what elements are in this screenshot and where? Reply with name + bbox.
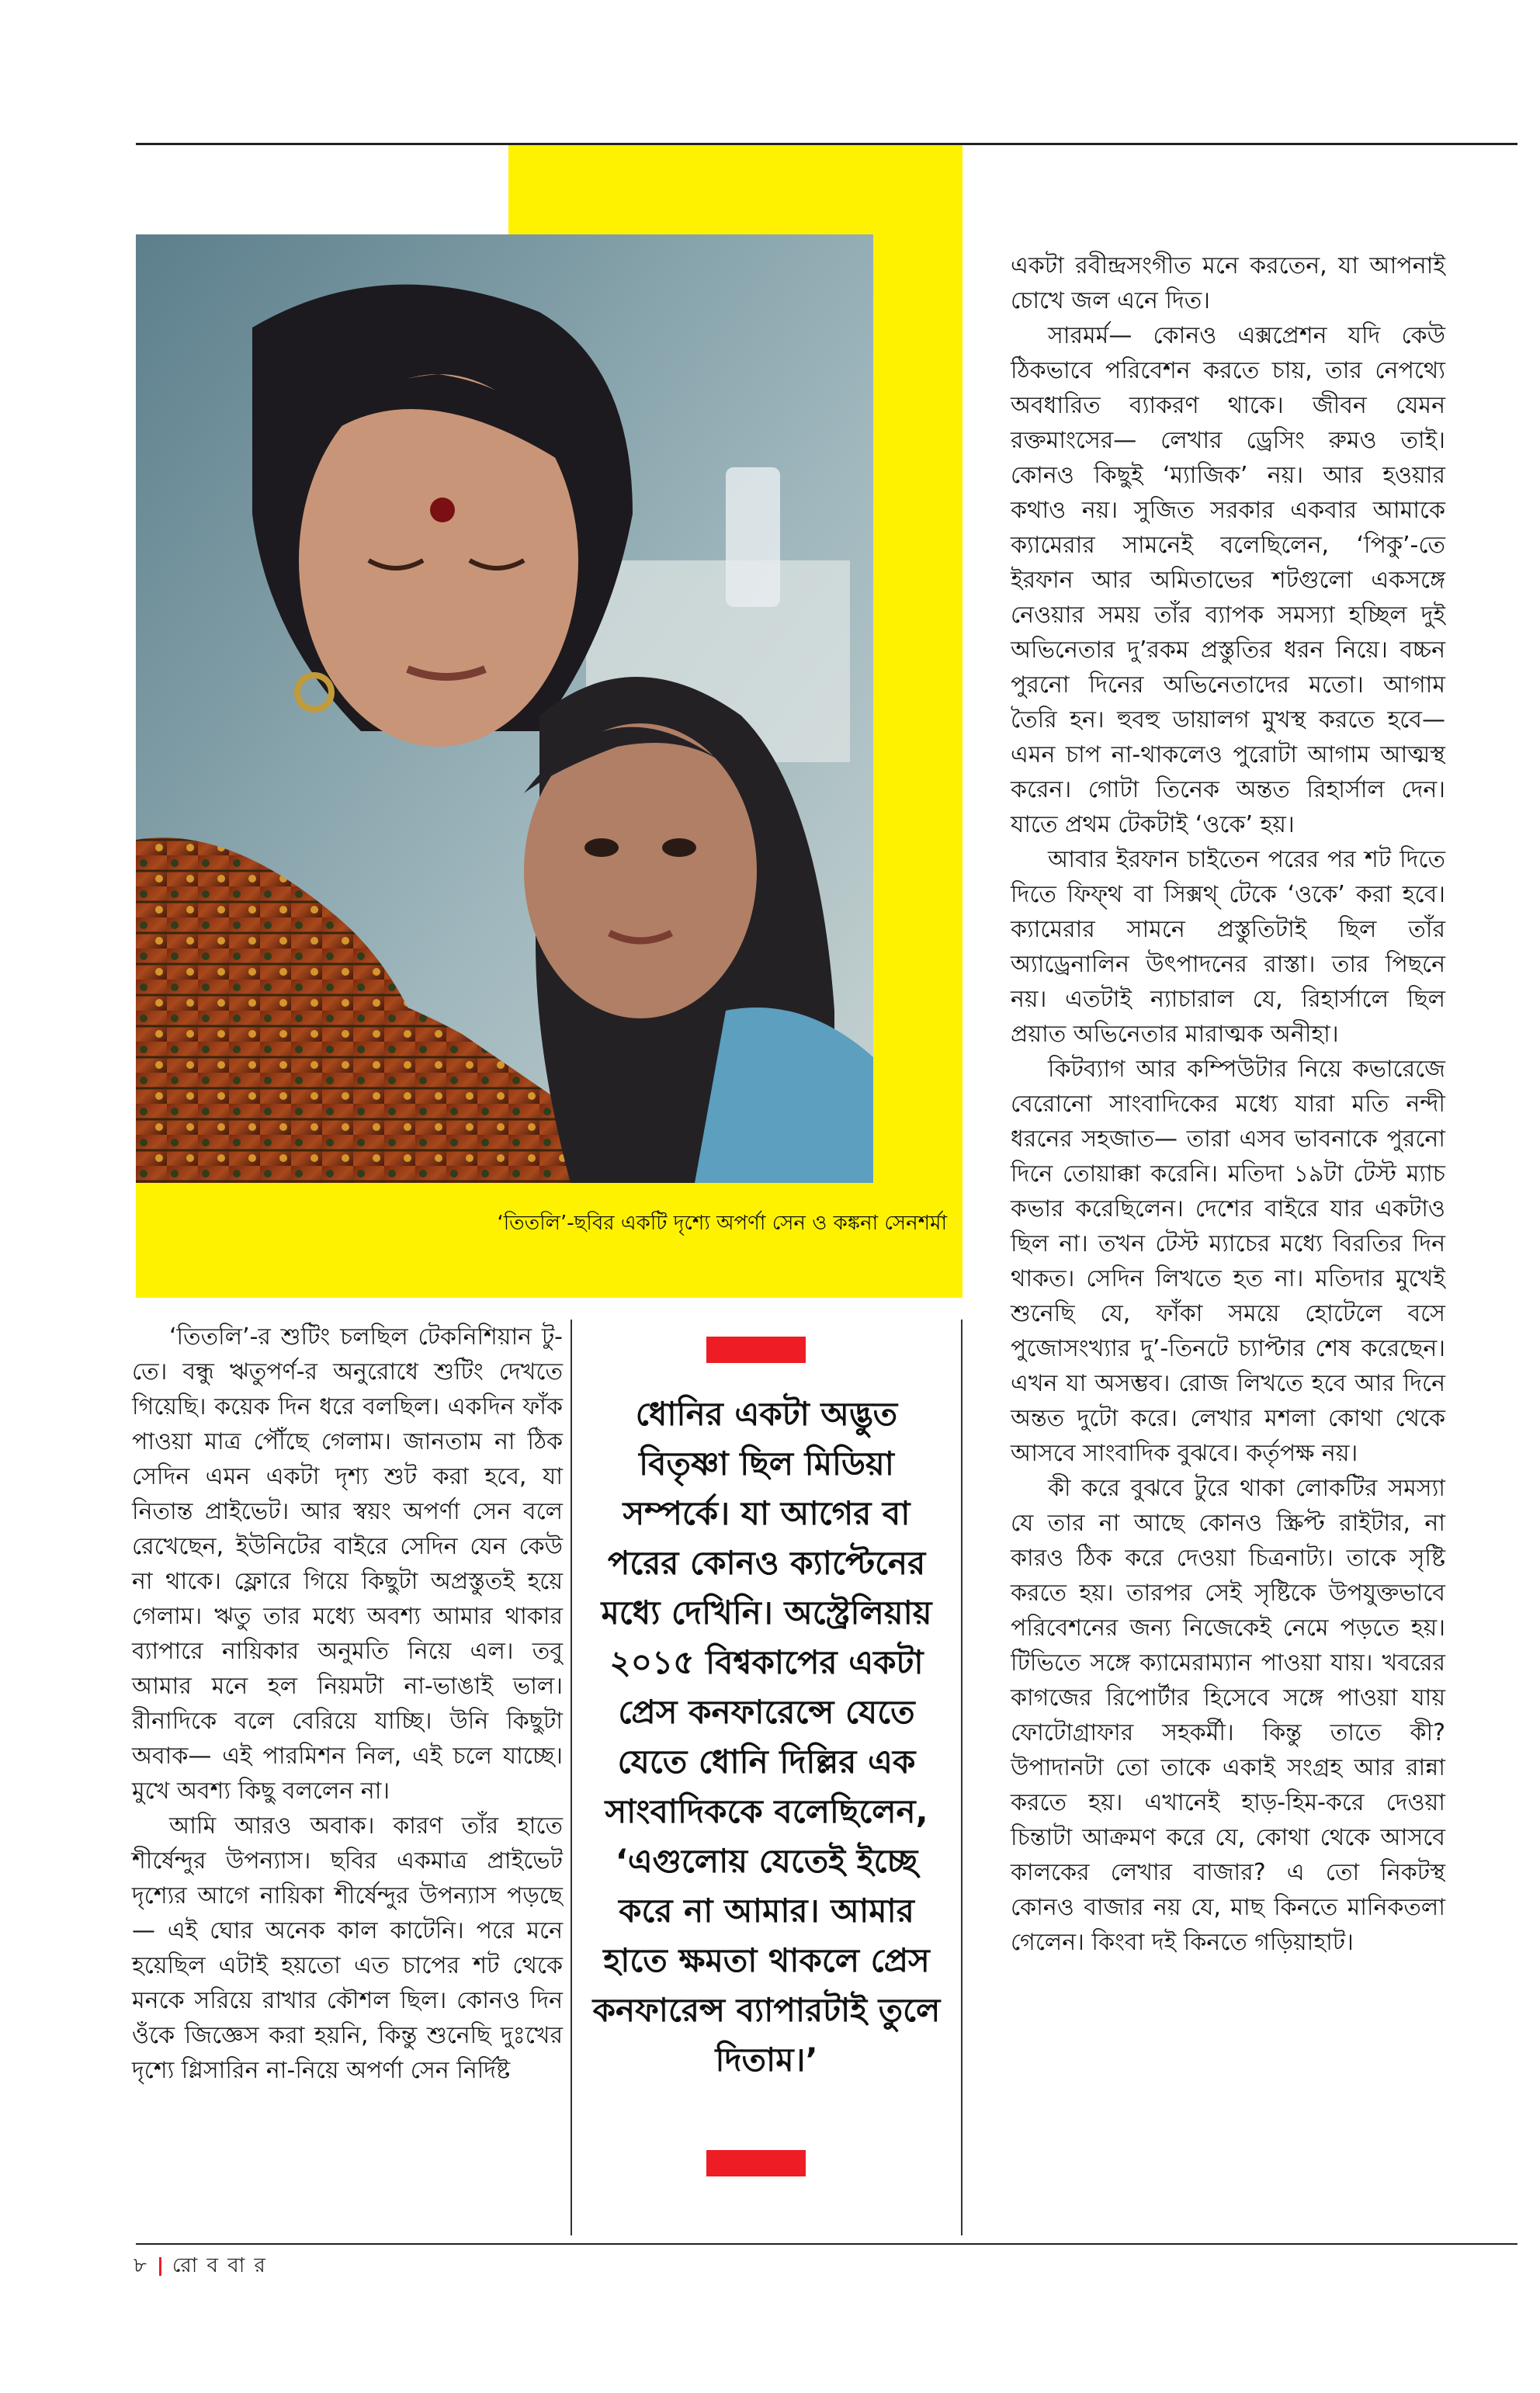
column-divider <box>961 1320 962 2235</box>
paragraph: আমি আরও অবাক। কারণ তাঁর হাতে শীর্ষেন্দুর উপন্যাস। ছবির একমাত্র প্রাইভেট দৃশ্যের আগে নায়িকা শীর্ষেন্দুর উপন্যাস পড়ছে— এই ঘোর অনেক কাল কাটেনি। পরে মনে হয়েছিল এটাই হয়তো এত চাপের শট থেকে মনকে সরিয়ে রাখার কৌশল ছিল। কোনও দিন ওঁকে জিজ্ঞেস করা হয়নি, কিন্তু শুনেছি দুঃখের দৃশ্যে গ্লিসারিন না-নিয়ে অপর্ণা সেন নির্দিষ্ট <box>132 1812 563 2084</box>
photo-two-women-embrace-icon <box>136 234 873 1183</box>
paragraph: কী করে বুঝবে টুরে থাকা লোকটির সমস্যা যে তার না আছে কোনও স্ক্রিপ্ট রাইটার, না কারও ঠিক করে দেওয়া চিত্রনাট্য। তাকে সৃষ্টি করতে হয়। তারপর সেই সৃষ্টিকে উপযুক্তভাবে পরিবেশনের জন্য নিজেকেই নেমে পড়তে হয়। টিভিতে সঙ্গে ক্যামেরাম্যান পাওয়া যায়। খবরের কাগজের রিপোর্টার হিসেবে সঙ্গে পাওয়া যায় ফোটোগ্রাফার সহকর্মী। কিন্তু তাতে কী? উপাদানটা তো তাকে একাই সংগ্রহ আর রান্না করতে হয়। এখানেই হাড়-হিম-করে দেওয়া চিন্তাটা আক্রমণ করে যে, কোথা থেকে আসবে কালকের লেখার বাজার? এ তো নিকটস্থ কোনও বাজার নয় যে, মাছ কিনতে মানিকতলা গেলেন। কিংবা দই কিনতে গড়িয়াহাট। <box>1011 1475 1445 1956</box>
paragraph: ‘তিতলি’-র শুটিং চলছিল টেকনিশিয়ান টু-তে। বন্ধু ঋতুপর্ণ-র অনুরোধে শুটিং দেখতে গিয়েছি। কয়েক দিন ধরে বলছিল। একদিন ফাঁক পাওয়া মাত্র পৌঁছে গেলাম। জানতাম না ঠিক সেদিন এমন একটা দৃশ্য শুট করা হবে, যা নিতান্ত প্রাইভেট। আর স্বয়ং অপর্ণা সেন বলে রেখেছেন, ইউনিটের বাইরে সেদিন যেন কেউ না থাকে। ফ্লোরে গিয়ে কিছুটা অপ্রস্তুতই হয়ে গেলাম। ঋতু তার মধ্যে অবশ্য আমার থাকার ব্যাপারে নায়িকার অনুমতি নিয়ে এল। তবু আমার মনে হল নিয়মটা না-ভাঙাই ভাল। রীনাদিকে বলে বেরিয়ে যাচ্ছি। উনি কিছুটা অবাক— এই পারমিশন নিল, এই চলে যাচ্ছে। মুখে অবশ্য কিছু বললেন না। <box>132 1323 563 1805</box>
pull-quote: ধোনির একটা অদ্ভুত বিতৃষ্ণা ছিল মিডিয়া সম্পর্কে। যা আগের বা পরের কোনও ক্যাপ্টেনের মধ্যে দেখিনি। অস্ট্রেলিয়ায় ২০১৫ বিশ্বকাপের একটা প্রেস কনফারেন্সে যেতে যেতে ধোনি দিল্লির এক সাংবাদিককে বলেছিলেন, ‘এগুলোয় যেতেই ইচ্ছে করে না আমার। আমার হাতে ক্ষমতা থাকলে প্রেস কনফারেন্স ব্যাপারটাই তুলে দিতাম।’ <box>592 1395 941 2079</box>
pull-quote-bar-bottom <box>706 2150 806 2176</box>
left-column <box>132 1320 563 2088</box>
magazine-name: রো ব বা র <box>172 2254 267 2277</box>
paragraph: আবার ইরফান চাইতেন পরের পর শট দিতে দিতে ফিফ্‌থ বা সিক্সথ্‌ টেকে ‘ওকে’ করা হবে। ক্যামেরার সামনে প্রস্তুতিটাই ছিল তাঁর অ্যাড্রেনালিন উৎপাদনের রাস্তা। তার পিছনে নয়। এতটাই ন্যাচারাল যে, রিহার্সালে ছিল প্রয়াত অভিনেতার মারাত্মক অনীহা। <box>1011 846 1445 1048</box>
folio-separator <box>159 2257 161 2276</box>
photo-caption: ‘তিতলি’-ছবির একটি দৃশ্যে অপর্ণা সেন ও কঙ্কনা সেনশর্মা <box>497 1212 947 1235</box>
paragraph: সারমর্ম— কোনও এক্সপ্রেশন যদি কেউ ঠিকভাবে পরিবেশন করতে চায়, তার নেপথ্যে অবধারিত ব্যাকরণ থাকে। জীবন যেমন রক্তমাংসের— লেখার ড্রেসিং রুমও তাই। কোনও কিছুই ‘ম্যাজিক’ নয়। আর হওয়ার কথাও নয়। সুজিত সরকার একবার আমাকে ক্যামেরার সামনেই বলেছিলেন, ‘পিকু’-তে ইরফান আর অমিতাভের শটগুলো একসঙ্গে নেওয়ার সময় তাঁর ব্যাপক সমস্যা হচ্ছিল দুই অভিনেতার দু’রকম প্রস্তুতির ধরন নিয়ে। বচ্চন পুরনো দিনের অভিনেতাদের মতো। আগাম তৈরি হন। হুবহু ডায়ালগ মুখস্থ করতে হবে— এমন চাপ না-থাকলেও পুরোটা আগাম আত্মস্থ করেন। গোটা তিনেক অন্তত রিহার্সাল দেন। যাতে প্রথম টেকটাই ‘ওকে’ হয়। <box>1011 322 1445 838</box>
right-column <box>1011 248 1445 1960</box>
column-divider <box>571 1320 572 2235</box>
article-photo <box>136 234 873 1183</box>
pull-quote-bar-top <box>706 1337 806 1363</box>
folio <box>134 2249 267 2284</box>
page-number: ৮ <box>134 2254 148 2277</box>
paragraph: একটা রবীন্দ্রসংগীত মনে করতেন, যা আপনাই চোখে জল এনে দিত। <box>1011 252 1445 314</box>
paragraph: কিটব্যাগ আর কম্পিউটার নিয়ে কভারেজে বেরোনো সাংবাদিকের মধ্যে যারা মতি নন্দী ধরনের সহজাত— তারা এসব ভাবনাকে পুরনো দিনে তোয়াক্কা করেনি। মতিদা ১৯টা টেস্ট ম্যাচ কভার করেছিলেন। দেশের বাইরে যার একটাও ছিল না। তখন টেস্ট ম্যাচের মধ্যে বিরতির দিন থাকত। সেদিন লিখতে হত না। মতিদার মুখেই শুনেছি যে, ফাঁকা সময়ে হোটেলে বসে পুজোসংখ্যার দু’-তিনটে চ্যাপ্টার শেষ করেছেন। এখন যা অসম্ভব। রোজ লিখতে হবে আর দিনে অন্তত দুটো করে। লেখার মশলা কোথা থেকে আসবে সাংবাদিক বুঝবে। কর্তৃপক্ষ নয়। <box>1011 1056 1445 1467</box>
bottom-rule <box>136 2243 1517 2245</box>
